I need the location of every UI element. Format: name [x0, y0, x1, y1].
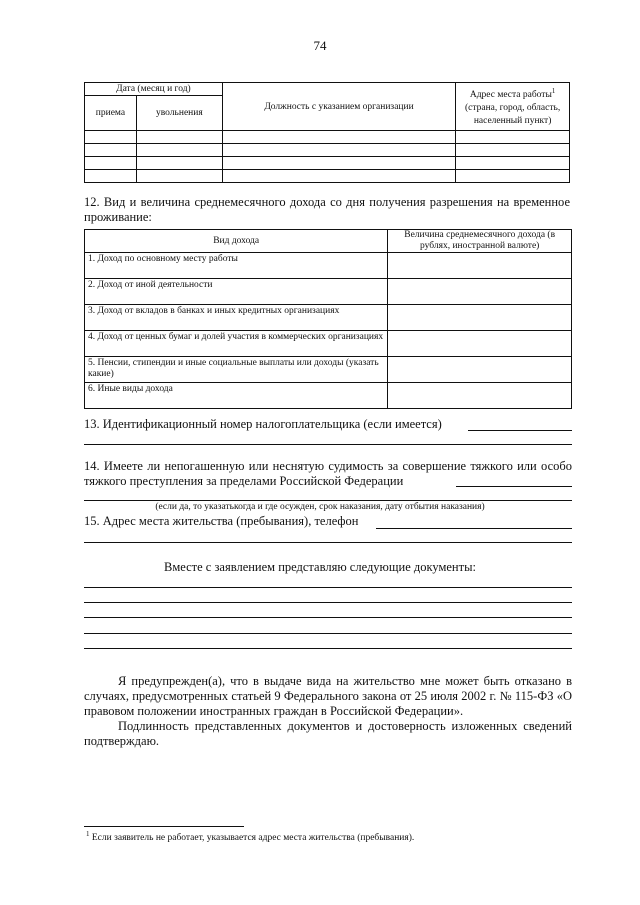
- income-amount-cell[interactable]: [388, 253, 572, 279]
- section-13-label: 13. Идентификационный номер налогоплательщика (если имеется): [84, 417, 442, 431]
- income-type-header: Вид дохода: [85, 230, 388, 253]
- table-cell[interactable]: [85, 170, 137, 183]
- table-cell[interactable]: [222, 157, 455, 170]
- table-row: [85, 144, 570, 157]
- footnote-divider: [84, 826, 244, 827]
- table-row: [85, 157, 570, 170]
- employment-table: [84, 82, 570, 183]
- date-header: Дата (месяц и год): [85, 83, 223, 96]
- table-cell[interactable]: [222, 144, 455, 157]
- table-cell[interactable]: [456, 131, 570, 144]
- address-header-detail: (страна, город, область, населенный пункт): [464, 103, 561, 127]
- income-amount-cell[interactable]: [388, 305, 572, 331]
- income-row-label: 5. Пенсии, стипендии и иные социальные выплаты или доходы (указать какие): [85, 357, 388, 383]
- income-row-label: 3. Доход от вкладов в банках и иных кредитных организациях: [85, 305, 388, 331]
- table-row: [85, 383, 572, 409]
- table-cell[interactable]: [136, 131, 222, 144]
- inn-input-line-2[interactable]: [84, 444, 572, 445]
- section-15-label: 15. Адрес места жительства (пребывания), телефон: [84, 514, 359, 528]
- documents-line[interactable]: [84, 633, 572, 634]
- conviction-input-line[interactable]: [456, 486, 572, 487]
- table-row: [85, 279, 572, 305]
- table-cell[interactable]: [222, 131, 455, 144]
- section-14-note: (если да, то указатькогда и где осужден, срок наказания, дату отбытия наказания): [155, 502, 485, 512]
- page-number: 74: [313, 38, 327, 53]
- table-cell[interactable]: [85, 144, 137, 157]
- table-cell[interactable]: [456, 144, 570, 157]
- footnote-ref: 1: [551, 86, 556, 95]
- income-table: [84, 229, 572, 409]
- footnote: [86, 830, 566, 843]
- table-row: [85, 131, 570, 144]
- documents-line[interactable]: [84, 648, 572, 649]
- conviction-input-line-2[interactable]: [84, 500, 572, 501]
- income-row-label: 4. Доход от ценных бумаг и долей участия в коммерческих организациях: [85, 331, 388, 357]
- table-row: [85, 357, 572, 383]
- section-12-text: 12. Вид и величина среднемесячного дохода со дня получения разрешения на временное проживание:: [84, 195, 570, 224]
- table-cell[interactable]: [136, 144, 222, 157]
- dismissal-header: увольнения: [136, 96, 222, 131]
- table-cell[interactable]: [456, 170, 570, 183]
- address-header-label: Адрес места работы: [469, 90, 552, 101]
- income-amount-cell[interactable]: [388, 383, 572, 409]
- income-amount-cell[interactable]: [388, 279, 572, 305]
- position-header: Должность с указанием организации: [222, 83, 455, 131]
- table-cell[interactable]: [222, 170, 455, 183]
- address-input-line-2[interactable]: [84, 542, 572, 543]
- table-cell[interactable]: [136, 157, 222, 170]
- documents-line[interactable]: [84, 587, 572, 588]
- hire-header: приема: [85, 96, 137, 131]
- income-row-label: 6. Иные виды дохода: [85, 383, 388, 409]
- warning-text: Я предупрежден(а), что в выдаче вида на жительство мне может быть отказано в случаях, предусмотренных статьей 9 Федерального закона от 25 июля 2002 г. № 115-ФЗ «О правовом положении иностранных граждан в Российской Федерации».: [84, 674, 572, 718]
- table-row: [85, 170, 570, 183]
- income-row-label: 2. Доход от иной деятельности: [85, 279, 388, 305]
- table-row: [85, 253, 572, 279]
- table-row: [85, 305, 572, 331]
- table-cell[interactable]: [85, 131, 137, 144]
- address-input-line[interactable]: [376, 528, 572, 529]
- inn-input-line[interactable]: [468, 430, 572, 431]
- confirm-text: Подлинность представленных документов и достоверность изложенных сведений подтверждаю.: [84, 719, 572, 748]
- documents-heading: Вместе с заявлением представляю следующие документы:: [164, 560, 476, 574]
- footnote-text: Если заявитель не работает, указывается адрес места жительства (пребывания).: [91, 833, 415, 844]
- table-row: [85, 331, 572, 357]
- address-header: [456, 83, 570, 131]
- section-14-text: 14. Имеете ли непогашенную или неснятую судимость за совершение тяжкого или особо тяжкого преступления за пределами Российской Федерации: [84, 459, 572, 488]
- table-cell[interactable]: [456, 157, 570, 170]
- income-amount-cell[interactable]: [388, 357, 572, 383]
- warning-paragraph: [84, 674, 572, 749]
- footnote-mark: 1: [86, 830, 90, 838]
- documents-line[interactable]: [84, 617, 572, 618]
- income-row-label: 1. Доход по основному месту работы: [85, 253, 388, 279]
- income-amount-header: Величина среднемесячного дохода (в рублях, иностранной валюте): [388, 230, 572, 253]
- documents-line[interactable]: [84, 602, 572, 603]
- income-amount-cell[interactable]: [388, 331, 572, 357]
- table-cell[interactable]: [136, 170, 222, 183]
- table-cell[interactable]: [85, 157, 137, 170]
